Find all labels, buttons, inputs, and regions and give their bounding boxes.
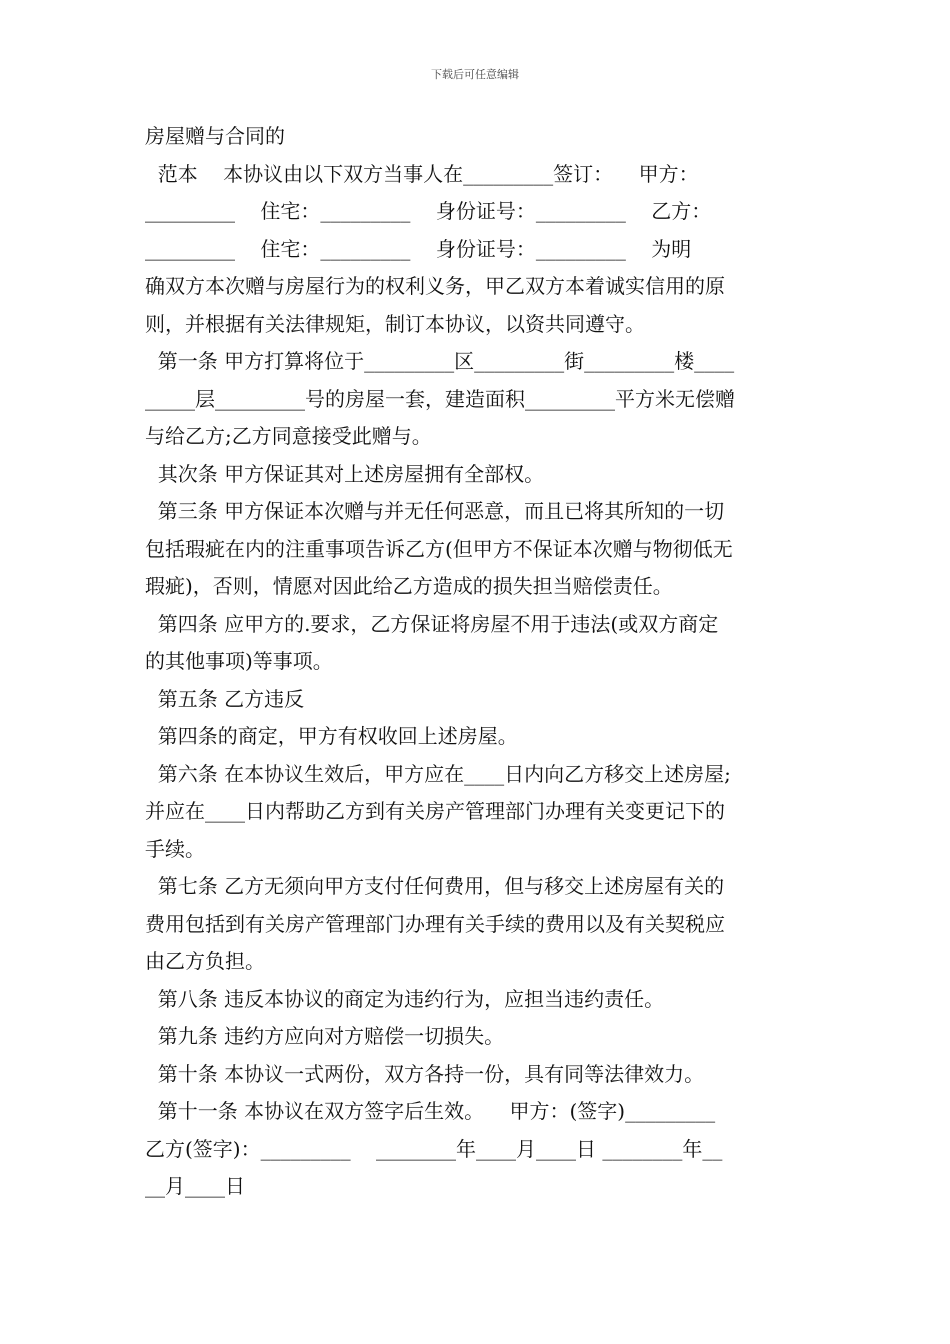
document-line: 乙方(签字)：_________ ________年____月____日 ________年__ — [145, 1136, 723, 1161]
document-line: 由乙方负担。 — [145, 949, 265, 973]
document-line: 第七条 乙方无须向甲方支付任何费用，但与移交上述房屋有关的 — [145, 874, 725, 898]
document-line: 第三条 甲方保证本次赠与并无任何恶意，而且已将其所知的一切 — [145, 499, 725, 523]
document-line: 包括瑕疵在内的注重事项告诉乙方(但甲方不保证本次赠与物彻低无 — [145, 536, 733, 561]
document-line: 的其他事项)等事项。 — [145, 649, 333, 673]
document-line: 第八条 违反本协议的商定为违约行为，应担当违约责任。 — [145, 986, 665, 1011]
document-line: 并应在____日内帮助乙方到有关房产管理部门办理有关变更记下的 — [145, 799, 725, 823]
document-line: __月____日 — [145, 1174, 245, 1198]
document-line: 费用包括到有关房产管理部门办理有关手续的费用以及有关契税应 — [145, 911, 725, 936]
document-line: _________ 住宅：_________ 身份证号：_________ 乙方： — [145, 199, 712, 223]
document-line: 第十条 本协议一式两份，双方各持一份，具有同等法律效力。 — [145, 1061, 705, 1086]
document-line: 确双方本次赠与房屋行为的权利义务，甲乙双方本着诚实信用的原 — [145, 274, 725, 298]
document-line: 第五条 乙方违反 — [145, 686, 305, 711]
document-line: 范本 本协议由以下双方当事人在_________签订： 甲方： — [145, 161, 699, 186]
document-line: 手续。 — [145, 836, 205, 861]
document-line: 第六条 在本协议生效后，甲方应在____日内向乙方移交上述房屋; — [145, 761, 731, 786]
document-line: _____层_________号的房屋一套，建造面积_________平方米无偿赠 — [145, 386, 735, 411]
document-line: 第四条的商定，甲方有权收回上述房屋。 — [145, 724, 518, 748]
document-line: 第四条 应甲方的.要求，乙方保证将房屋不用于违法(或双方商定 — [145, 611, 719, 636]
document-line: 房屋赠与合同的 — [145, 124, 285, 148]
document-line: _________ 住宅：_________ 身份证号：_________ 为明 — [145, 236, 692, 261]
document-line: 其次条 甲方保证其对上述房屋拥有全部权。 — [145, 461, 545, 486]
document-line: 与给乙方;乙方同意接受此赠与。 — [145, 424, 432, 448]
page-header: 下载后可任意编辑 — [431, 68, 519, 81]
document-line: 第九条 违约方应向对方赔偿一切损失。 — [145, 1024, 505, 1048]
document-line: 第一条 甲方打算将位于_________区_________街_________楼____ — [145, 349, 735, 373]
document-line: 瑕疵)，否则，情愿对因此给乙方造成的损失担当赔偿责任。 — [145, 574, 673, 598]
document-line: 第十一条 本协议在双方签字后生效。 甲方：(签字)_________ — [145, 1099, 716, 1123]
document-line: 则，并根据有关法律规矩，制订本协议，以资共同遵守。 — [145, 311, 645, 336]
